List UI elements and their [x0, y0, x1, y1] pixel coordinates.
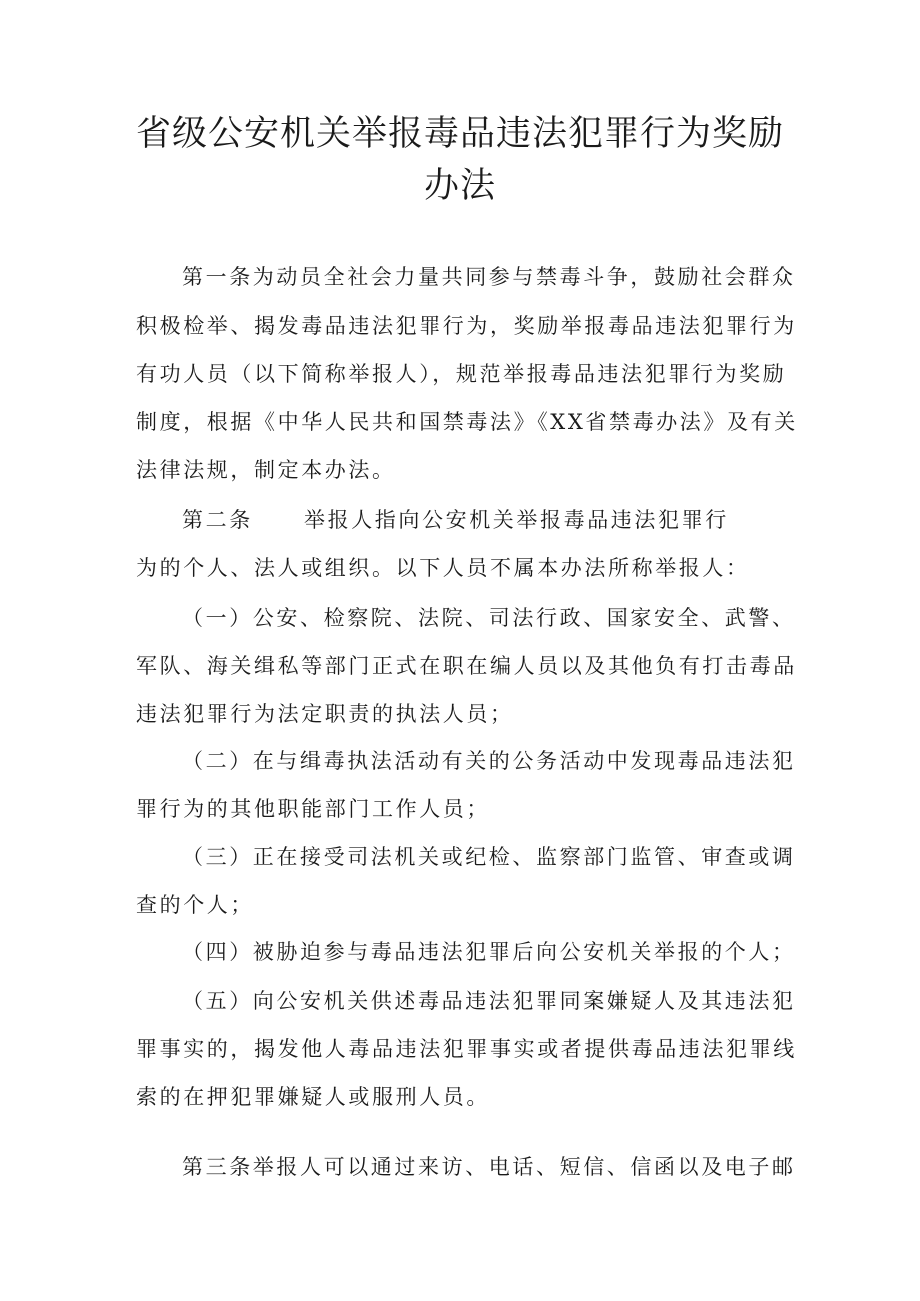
article1-line-2: 积极检举、揭发毒品违法犯罪行为，奖励举报毒品违法犯罪行为: [136, 314, 797, 338]
article1-line-1: 第一条为动员全社会力量共同参与禁毒斗争，鼓励社会群众: [182, 265, 796, 289]
article2-item-3-line-1: （三）正在接受司法机关或纪检、监察部门监管、审查或调: [182, 845, 796, 869]
article2-item-2-line-2: 罪行为的其他职能部门工作人员；: [136, 797, 490, 821]
article2-item-1-line-3: 违法犯罪行为法定职责的执法人员；: [136, 702, 514, 726]
article1-line-4: 制度，根据《中华人民共和国禁毒法》《XX省禁毒办法》及有关: [136, 410, 798, 434]
article2-heading: 第二条: [182, 508, 253, 532]
article2-item-2-line-1: （二）在与缉毒执法活动有关的公务活动中发现毒品违法犯: [182, 749, 796, 773]
article3-line-1: 第三条举报人可以通过来访、电话、短信、信函以及电子邮: [182, 1155, 796, 1179]
article2-item-5-line-1: （五）向公安机关供述毒品违法犯罪同案嫌疑人及其违法犯: [182, 989, 796, 1013]
document-title-line-2: 办法: [423, 166, 496, 206]
article2-item-4-line-1: （四）被胁迫参与毒品违法犯罪后向公安机关举报的个人；: [182, 940, 796, 964]
article1-line-3: 有功人员（以下简称举报人），规范举报毒品违法犯罪行为奖励: [136, 362, 787, 386]
article2-item-1-line-1: （一）公安、检察院、法院、司法行政、国家安全、武警、: [182, 606, 796, 630]
article2-item-5-line-2: 罪事实的，揭发他人毒品违法犯罪事实或者提供毒品违法犯罪线: [136, 1037, 797, 1061]
article2-item-1-line-2: 军队、海关缉私等部门正式在职在编人员以及其他负有打击毒品: [136, 654, 797, 678]
article2-item-5-line-3: 索的在押犯罪嫌疑人或服刑人员。: [136, 1085, 490, 1109]
article2-item-3-line-2: 查的个人；: [136, 893, 254, 917]
article2-line-2: 为的个人、法人或组织。以下人员不属本办法所称举报人：: [136, 556, 750, 580]
article2-line-1: 举报人指向公安机关举报毒品违法犯罪行: [304, 508, 729, 532]
article1-line-5: 法律法规，制定本办法。: [136, 458, 396, 482]
document-title-line-1: 省级公安机关举报毒品违法犯罪行为奖励: [135, 114, 784, 154]
